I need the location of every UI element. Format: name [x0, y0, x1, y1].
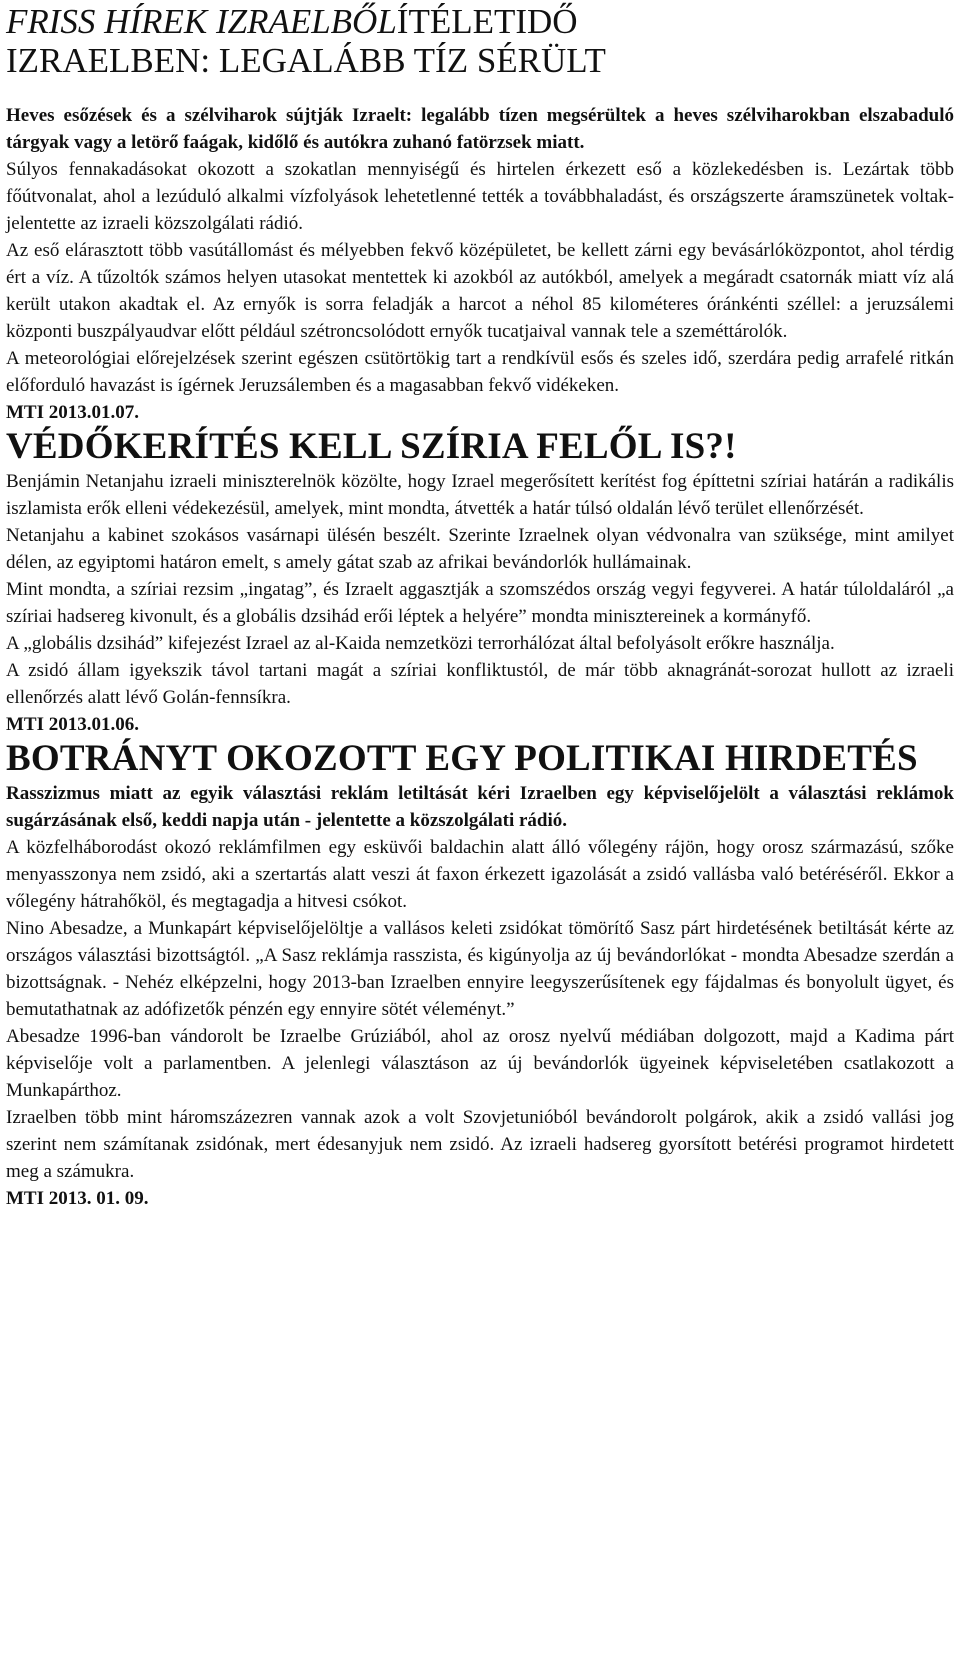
article1-title-line2: IZRAELBEN: LEGALÁBB TÍZ SÉRÜLT [6, 41, 606, 80]
article1-paragraph: Az eső elárasztott több vasútállomást és mélyebben fekvő középületet, be kellett zárni egy bevásárlóközpontot, ahol térdig ért a víz. A tűzoltók számos helyen utasokat mentettek ki azokból az autókból, amelyek a megáradt csatornák miatt víz alá került utakon akadtak el. Az ernyők is sorra feladják a harcot a néhol 85 kilométeres óránkénti széllel: a jeruzsálemi központi buszpályaudvar előtt például szétroncsolódott ernyők tucatjaival vannak tele a szeméttárolók. [6, 240, 954, 342]
article3-paragraph: Izraelben több mint háromszázezren vannak azok a volt Szovjetunióból bevándorolt polgárok, akik a zsidó vallási jog szerint nem számítanak zsidónak, mert édesanyjuk nem zsidó. Az izraeli hadsereg gyorsított betérési programot hirdetett meg a számukra. [6, 1107, 954, 1182]
article3-paragraph: Abesadze 1996-ban vándorolt be Izraelbe Grúziából, ahol az orosz nyelvű médiában dolgozott, majd a Kadima párt képviselője volt a parlamentben. A jelenlegi választáson az új bevándorlók ügyeinek képviseletében csatlakozott a Munkapárthoz. [6, 1026, 954, 1101]
article1-title-line1 [6, 2, 954, 41]
article3-paragraph: A közfelháborodást okozó reklámfilmen egy esküvői baldachin alatt álló vőlegény rájön, hogy orosz származású, szőke menyasszonya nem zsidó, aki a szertartás alatt veszi át faxon érkezett igazolását a zsidó vallásba való betéréséről. Ekkor a vőlegény hátrahőköl, és megtagadja a hitvesi csókot. [6, 837, 954, 912]
article2-paragraph: Mint mondta, a szíriai rezsim „ingatag”, és Izraelt aggasztják a szomszédos ország vegyi fegyverei. A határ túloldaláról „a szíriai hadsereg kivonult, és a globális dzsihád erői léptek a helyére” mondta minisztereinek a kormányfő. [6, 579, 954, 627]
article1-paragraph: A meteorológiai előrejelzések szerint egészen csütörtökig tart a rendkívül esős és szeles idő, szerdára pedig arrafelé ritkán előforduló havazást is ígérnek Jeruzsálemben és a magasabban fekvő vidékeken. [6, 348, 954, 396]
article2-paragraph: A zsidó állam igyekszik távol tartani magát a szíriai konfliktustól, de már több aknagránát-sorozat hullott az izraeli ellenőrzés alatt lévő Golán-fennsíkra. [6, 660, 954, 708]
article2-paragraph: Benjámin Netanjahu izraeli miniszterelnök közölte, hogy Izrael megerősített kerítést fog építtetni szíriai határán a radikális iszlamista erők elleni védekezésül, amelyek, mint mondta, átvették a határ túlsó oldalán lévő terület ellenőrzését. [6, 471, 954, 519]
article2-title: VÉDŐKERÍTÉS KELL SZÍRIA FELŐL IS?! [6, 426, 737, 467]
article2-paragraph: Netanjahu a kabinet szokásos vasárnapi ülésén beszélt. Szerinte Izraelnek olyan védvonalra van szüksége, mint amilyet délen, az egyiptomi határon emelt, s amely gátat szab az afrikai bevándorlók hullámainak. [6, 525, 954, 573]
article3-lead: Rasszizmus miatt az egyik választási reklám letiltását kéri Izraelben egy képviselőjelölt a választási reklámok sugárzásának első, keddi napja után - jelentette a közszolgálati rádió. [6, 783, 954, 831]
article1-title-start: ÍTÉLETIDŐ [396, 2, 578, 41]
section-title: FRISS HÍREK IZRAELBŐL [6, 2, 397, 41]
article1-lead: Heves esőzések és a szélviharok sújtják Izraelt: legalább tízen megsérültek a heves szélviharokban elszabaduló tárgyak vagy a letörő faágak, kidőlő és autókra zuhanó fatörzsek miatt. [6, 105, 954, 153]
article3-paragraph: Nino Abesadze, a Munkapárt képviselőjelöltje a vallásos keleti zsidókat tömörítő Sasz párt hirdetésének betiltását kérte az országos választási bizottságtól. „A Sasz reklámja rasszista, és kigúnyolja az új bevándorlókat - mondta Abesadze szerdán a bizottságnak. - Nehéz elképzelni, hogy 2013-ban Izraelben ennyire leegyszerűsítenek egy fájdalmas és bonyolult ügyet, és bemutathatnak az adófizetők pénzén egy ennyire sötét véleményt.” [6, 918, 954, 1020]
article2-source: MTI 2013.01.06. [6, 714, 139, 735]
article1-source: MTI 2013.01.07. [6, 402, 139, 423]
article1-paragraph: Súlyos fennakadásokat okozott a szokatlan mennyiségű és hirtelen érkezett eső a közlekedésben is. Lezártak több főútvonalat, ahol a lezúduló alkalmi vízfolyások lehetetlenné tették a továbbhaladást, és országszerte áramszünetek voltak- jelentette az izraeli közszolgálati rádió. [6, 159, 954, 234]
article3-source: MTI 2013. 01. 09. [6, 1188, 149, 1209]
article3-title: BOTRÁNYT OKOZOTT EGY POLITIKAI HIRDETÉS [6, 738, 918, 779]
article1-heading [6, 2, 954, 80]
article2-paragraph: A „globális dzsihád” kifejezést Izrael az al-Kaida nemzetközi terrorhálózat által befolyásolt erőkre használja. [6, 633, 835, 654]
